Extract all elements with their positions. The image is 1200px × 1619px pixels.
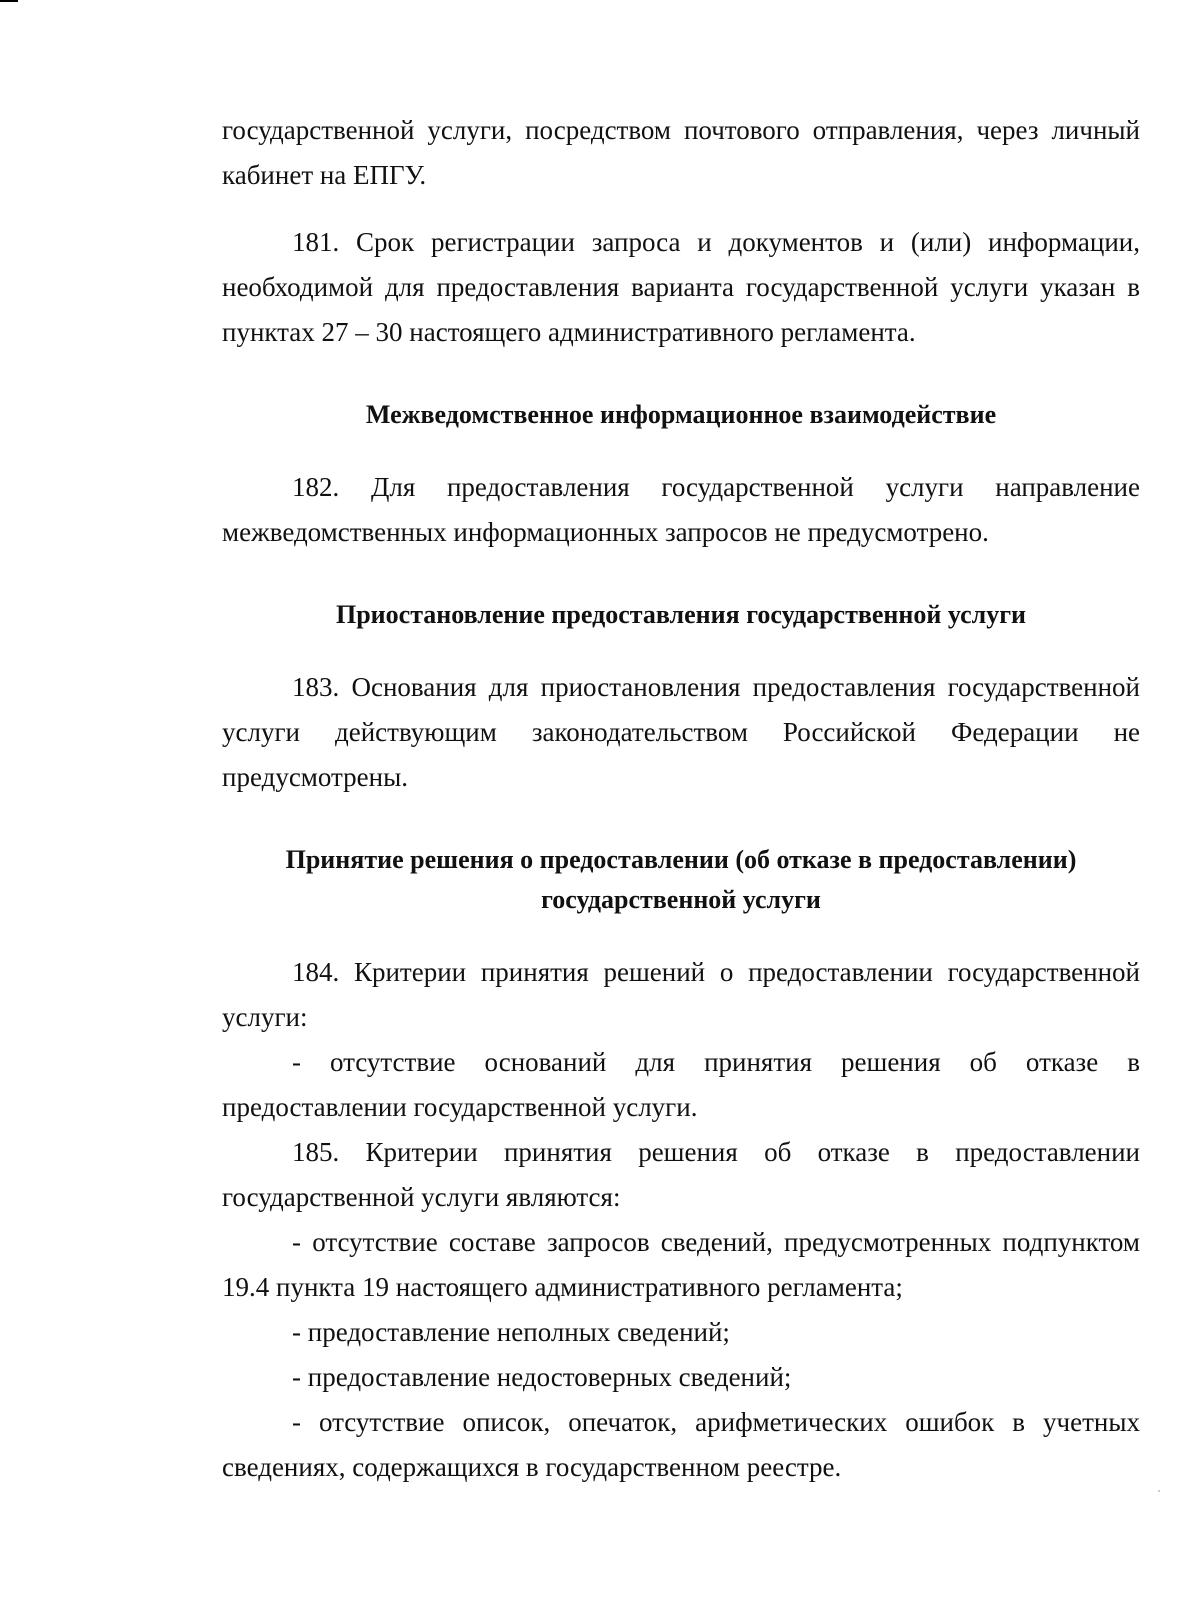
document-body — [222, 108, 1140, 1490]
paragraph-185-item-2: - предоставление неполных сведений; — [292, 1317, 730, 1347]
paragraph-184-item-1: - отсутствие оснований для принятия решения об отказе в предоставлении государственной услуги. — [222, 1047, 1140, 1122]
paragraph-185-item-4: - отсутствие описок, опечаток, арифметических ошибок в учетных сведениях, содержащихся в государственном реестре. — [222, 1407, 1140, 1482]
heading-decision-line2: государственной услуги — [541, 885, 821, 914]
paragraph-182: 182. Для предоставления государственной услуги направление межведомственных информационных запросов не предусмотрено. — [222, 472, 1140, 547]
paragraph-185-item-3: - предоставление недостоверных сведений; — [292, 1362, 792, 1392]
paragraph-184: 184. Критерии принятия решений о предоставлении государственной услуги: — [222, 957, 1140, 1032]
heading-suspension: Приостановление предоставления государственной услуги — [335, 600, 1026, 629]
heading-decision-line1: Принятие решения о предоставлении (об отказе в предоставлении) — [285, 845, 1077, 874]
paragraph-185: 185. Критерии принятия решения об отказе в предоставлении государственной услуги являются: — [222, 1137, 1140, 1212]
heading-decision — [222, 840, 1140, 920]
scan-corner-mark — [0, 0, 18, 2]
paragraph-183: 183. Основания для приостановления предоставления государственной услуги действующим законодательством Российской Федерации не предусмотрены. — [222, 672, 1140, 792]
heading-interagency-interaction: Межведомственное информационное взаимодействие — [365, 400, 997, 429]
scan-speck — [1158, 1490, 1160, 1492]
paragraph-continuation: государственной услуги, посредством почтового отправления, через личный кабинет на ЕПГУ. — [222, 115, 1140, 190]
paragraph-181: 181. Срок регистрации запроса и документов и (или) информации, необходимой для предоставления варианта государственной услуги указан в пунктах 27 – 30 настоящего административного регламента. — [222, 227, 1140, 347]
paragraph-185-item-1: - отсутствие составе запросов сведений, предусмотренных подпунктом 19.4 пункта 19 настоящего административного регламента; — [222, 1227, 1140, 1302]
